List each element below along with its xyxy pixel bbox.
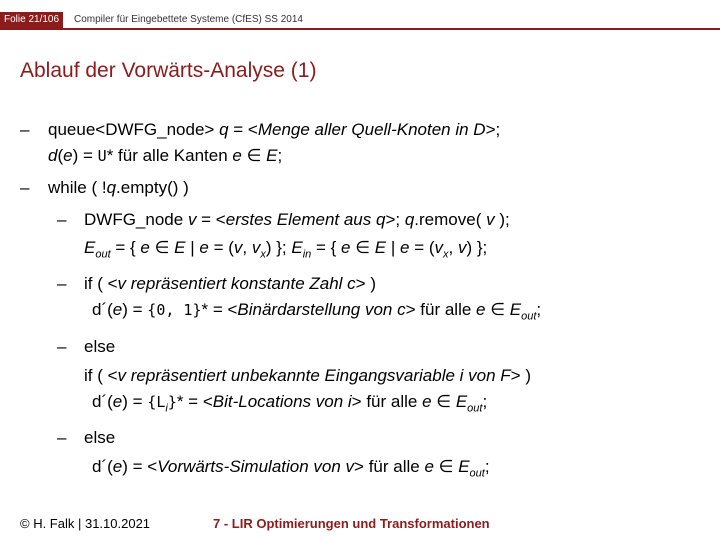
text-run: queue<DWFG_node> — [48, 120, 220, 139]
bullet-dash: – — [20, 178, 30, 197]
text-run: E — [374, 238, 387, 257]
text-run: E — [174, 238, 186, 257]
text-run: > ) — [510, 366, 531, 385]
footer-author-date: © H. Falk | 31.10.2021 — [20, 516, 151, 531]
bullet-dash: – — [57, 210, 67, 229]
text-run: E — [84, 238, 96, 257]
text-run: v — [251, 238, 261, 257]
bullet-line — [84, 335, 115, 359]
bullet-dash: – — [20, 120, 30, 139]
text-run: v — [486, 210, 495, 229]
text-run: E — [266, 146, 278, 165]
text-run: , — [242, 238, 252, 257]
text-run: } — [167, 393, 177, 411]
text-run: = ( — [208, 238, 234, 257]
text-run: = ( — [409, 238, 435, 257]
text-run: E — [455, 392, 468, 411]
text-run: > für alle — [351, 392, 423, 411]
text-run: out — [469, 467, 485, 480]
text-run: ∈ — [350, 238, 375, 257]
text-run: v — [233, 238, 243, 257]
text-run: ) = — [72, 146, 98, 165]
text-run: d´( — [92, 392, 113, 411]
bullet-line — [48, 118, 500, 142]
text-run: Binärdarstellung von c — [237, 300, 406, 319]
text-run: d´( — [92, 300, 113, 319]
text-run: ∈ — [431, 392, 456, 411]
bullet-line — [84, 364, 531, 388]
text-run: * für alle Kanten — [106, 146, 233, 165]
text-run: e — [422, 392, 432, 411]
text-run: v — [457, 238, 467, 257]
slide-number: Folie 21/106 — [0, 12, 63, 28]
text-run: e — [341, 238, 351, 257]
text-run: .remove( — [414, 210, 487, 229]
text-run: while ( ! — [48, 178, 107, 197]
text-run: Bit-Locations von i — [212, 392, 352, 411]
text-run: E — [291, 238, 303, 257]
text-run: .empty() ) — [116, 178, 189, 197]
text-run: d´( — [92, 457, 113, 476]
text-run: >; — [385, 210, 405, 229]
text-run: out — [467, 402, 483, 415]
text-run: erstes Element aus q — [225, 210, 386, 229]
text-run: e — [112, 392, 123, 411]
text-run: ); — [494, 210, 510, 229]
text-run: ( — [57, 146, 64, 165]
text-run: * = < — [201, 300, 238, 319]
text-run: {0, 1} — [147, 301, 202, 319]
text-run: E — [509, 300, 522, 319]
text-run: = < — [228, 120, 258, 139]
bullet-line — [92, 455, 490, 479]
text-run: e — [140, 238, 150, 257]
text-run: > für alle — [354, 457, 425, 476]
text-run: v — [434, 238, 444, 257]
header-divider — [0, 28, 720, 30]
text-run: | — [185, 238, 200, 257]
text-run: e — [476, 300, 486, 319]
text-run: ) }; — [466, 238, 488, 257]
footer-chapter: 7 - LIR Optimierungen und Transformationen — [213, 516, 490, 531]
text-run: ) = < — [122, 457, 158, 476]
text-run: e — [424, 457, 434, 476]
text-run: >; — [485, 120, 501, 139]
text-run: x — [443, 248, 449, 261]
text-run: Menge aller Quell-Knoten in D — [257, 120, 486, 139]
text-run: {L — [147, 393, 166, 411]
text-run: > für alle — [405, 300, 477, 319]
text-run: E — [458, 457, 470, 476]
text-run: ∈ — [433, 457, 459, 476]
text-run: * = < — [176, 392, 213, 411]
bullet-line — [84, 426, 115, 450]
text-run: e — [232, 146, 242, 165]
text-run: i — [165, 402, 168, 415]
text-run: ; — [277, 146, 283, 165]
text-run: = < — [196, 210, 226, 229]
text-run: U — [97, 147, 107, 165]
bullet-dash: – — [57, 274, 67, 293]
text-run: ; — [536, 300, 542, 319]
text-run: ) }; — [265, 238, 292, 257]
bullet-line — [84, 236, 487, 260]
text-run: ) = — [122, 392, 148, 411]
bullet-dash: – — [57, 428, 67, 447]
bullet-line — [92, 390, 487, 414]
text-run: e — [112, 300, 123, 319]
text-run: ∈ — [149, 238, 175, 257]
bullet-line — [84, 208, 510, 232]
text-run: e — [199, 238, 209, 257]
text-run: v repräsentiert unbekannte Eingangsvariable i von F — [117, 366, 511, 385]
text-run: Vorwärts-Simulation von v — [157, 457, 355, 476]
text-run: , — [448, 238, 458, 257]
text-run: in — [302, 248, 312, 261]
text-run: e — [112, 457, 123, 476]
text-run: ∈ — [485, 300, 510, 319]
text-run: out — [95, 248, 111, 261]
text-run: ) = — [122, 300, 148, 319]
text-run: d — [48, 146, 58, 165]
text-run: v repräsentiert konstante Zahl c — [117, 274, 356, 293]
text-run: q — [106, 178, 117, 197]
text-run: q — [404, 210, 415, 229]
text-run: if ( < — [84, 274, 118, 293]
bullet-line — [92, 298, 541, 322]
text-run: else — [84, 428, 116, 447]
text-run: ∈ — [241, 146, 267, 165]
text-run: v — [187, 210, 197, 229]
text-run: x — [260, 248, 266, 261]
bullet-line — [48, 144, 282, 168]
bullet-line — [84, 272, 376, 296]
text-run: > ) — [355, 274, 376, 293]
text-run: ; — [484, 457, 490, 476]
text-run: if ( < — [84, 366, 118, 385]
text-run: DWFG_node — [84, 210, 188, 229]
text-run: out — [521, 310, 537, 323]
text-run: e — [63, 146, 73, 165]
text-run: ; — [482, 392, 488, 411]
text-run: q — [219, 120, 229, 139]
bullet-dash: – — [57, 337, 67, 356]
bullet-line — [48, 176, 189, 200]
slide-title: Ablauf der Vorwärts-Analyse (1) — [20, 59, 317, 82]
text-run: = { — [110, 238, 141, 257]
text-run: e — [400, 238, 410, 257]
text-run: | — [386, 238, 400, 257]
course-title: Compiler für Eingebettete Systeme (CfES) SS 2014 — [74, 14, 303, 25]
text-run: = { — [311, 238, 342, 257]
slide-header — [0, 12, 720, 28]
text-run: else — [84, 337, 116, 356]
